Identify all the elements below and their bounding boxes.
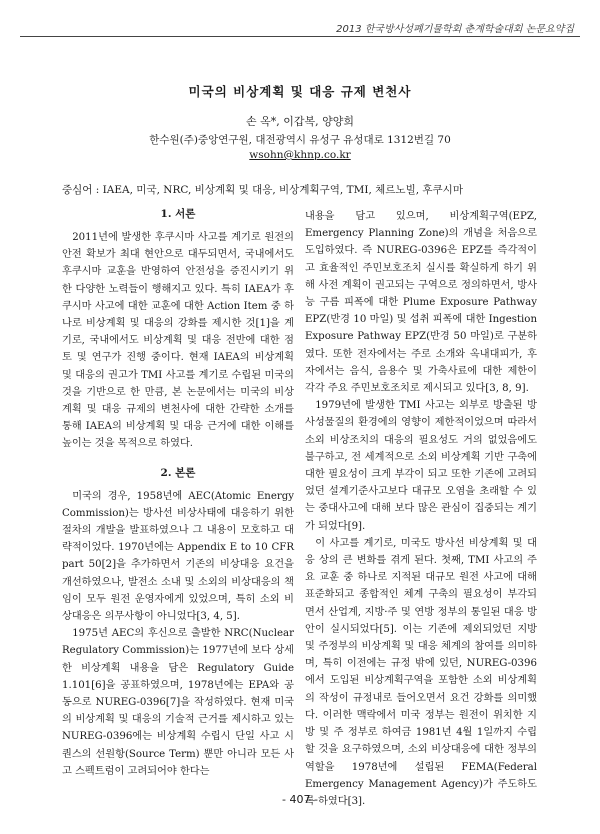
page-number: - 407 - [282, 793, 318, 806]
right-column [305, 208, 537, 810]
left-column [62, 206, 294, 780]
intro-paragraph: 2011년에 발생한 후쿠시마 사고를 계기로 원전의 안전 확보가 최대 현안으로 대두되면서, 국내에서도 후쿠시마 교훈을 반영하여 안전성을 증진시키기 위한 다양한 노력들이 행해지고 있다. 특히 IAEA가 후쿠시마 사고에 대한 교훈에 대한 Action Item 중 하나로 비상계획 및 대응의 강화를 제시한 것[1]을 계기로, 국내에서도 비상계획 및 대응 전반에 대한 점토 및 연구가 진행 중이다. 현재 IAEA의 비상계획 및 대응의 권고가 TMI 사고를 계기로 수립된 미국의 것을 기반으로 한 만큼, 본 논문에서는 미국의 비상계획 및 대응 규제의 변천사에 대한 간략한 소개를 통해 IAEA의 비상계획 및 대응 근거에 대한 이해를 높이는 것을 목적으로 하였다. [62, 232, 294, 450]
right-paragraph-1: 내용을 담고 있으며, 비상계획구역(EPZ, Emergency Planning Zone)의 개념을 처음으로 도입하였다. 즉 NUREG-0396은 EPZ를 즉각적이고 효율적인 주민보호조치 실시를 확실하게 하기 위해 사전 계획이 권고되는 구역으로 정의하면서, 방사능 구름 피폭에 대한 Plume Exposure Pathway EPZ(반경 10 마일) 및 섭취 피폭에 대한 Ingestion Exposure Pathway EPZ(반경 50 마일)로 구분하였다. 또한 전자에서는 주로 소개와 옥내대피가, 후자에서는 음식, 음용수 및 가축사료에 대한 제한이 각각 주요 주민보호조치로 제시되고 있다[3, 8, 9]. [305, 211, 537, 395]
body-heading: 2. 본론 [160, 466, 196, 479]
paper-authors: 손 옥*, 이갑복, 양양희 [246, 115, 354, 128]
body-paragraph-1: 미국의 경우, 1958년에 AEC(Atomic Energy Commission)는 방사선 비상사태에 대응하기 위한 절차의 개발을 발표하였으나 그 내용이 모호하고 대략적이었다. 1970년에는 Appendix E to 10 CFR part 50[2]을 추가하면서 기존의 비상대응 요건을 개선하였으나, 발전소 소내 및 소외의 비상대응의 책임이 모두 원전 운영자에게 있었으며, 특히 소외 비상대응은 의무사항이 아니었다[3, 4, 5]. [62, 490, 294, 623]
paper-affiliation: 한수원(주)중앙연구원, 대전광역시 유성구 유성대로 1312번길 70 [149, 134, 451, 146]
right-paragraph-3: 이 사고를 계기로, 미국도 방사선 비상계획 및 대응 상의 큰 변화를 겪게 된다. 첫째, TMI 사고의 주요 교훈 중 하나로 지적된 대규모 원전 사고에 대해 표준화되고 종합적인 체계 구축의 필요성이 부각되면서 산업계, 지방·주 및 연방 정부의 통일된 대응 방안이 실시되었다[5]. 이는 기존에 제외되었던 지방 및 주정부의 비상계획 및 대응 체계의 참여를 의미하며, 특히 이전에는 규정 밖에 있던, NUREG-0396에서 도입된 비상계획구역을 포함한 소외 비상계획의 작성이 규정내로 들어오면서 요건 강화를 의미했다. 이러한 맥락에서 미국 정부는 원전이 위치한 지방 및 주 정부로 하여금 1981년 4월 1일까지 수립할 것을 요구하였으며, 소외 비상대응에 대한 정부의 역할을 1978년에 설립된 FEMA(Federal Emergency Management Agency)가 주도하도록 하였다[3]. [305, 537, 537, 807]
body-paragraph-2: 1975년 AEC의 후신으로 출발한 NRC(Nuclear Regulatory Commission)는 1977년에 보다 상세한 비상계획 내용을 담은 Regulatory Guide 1.101[6]을 공표하였으며, 1978년에는 EPA와 공동으로 NUREG-0396[7]을 작성하였다. 현재 미국의 비상계획 및 대응의 기술적 근거를 제시하고 있는 NUREG-0396에는 비상계획 수립시 단일 사고 시퀀스의 선원항(Source Term) 뿐만 아니라 모든 사고 스펙트럼이 고려되어야 한다는 [62, 628, 294, 777]
right-paragraph-2: 1979년에 발생한 TMI 사고는 외부로 방출된 방사성물질의 환경에의 영향이 제한적이었으며 따라서 소외 비상조치의 대응의 필요성도 거의 없었음에도 불구하고, 전 세계적으로 소외 비상계획 기반 구축에 대한 필요성이 크게 부각이 되고 또한 기존에 고려되었던 설계기준사고보다 대규모 오염을 초래할 수 있는 중대사고에 대해 보다 많은 관심이 집중되는 계기가 되었다[9]. [305, 400, 537, 532]
conference-header: 2013 한국방사성폐기물학회 춘계학술대회 논문요약집 [336, 24, 574, 35]
paper-email [0, 149, 600, 161]
paper-keywords: 중심어 : IAEA, 미국, NRC, 비상계획 및 대응, 비상계획구역, TMI, 체르노빌, 후쿠시마 [62, 184, 463, 196]
header-rule [20, 36, 580, 37]
email-link[interactable]: wsohn@khnp.co.kr [249, 149, 351, 161]
intro-heading: 1. 서론 [160, 208, 196, 220]
paper-title: 미국의 비상계획 및 대응 규제 변천사 [188, 84, 412, 99]
